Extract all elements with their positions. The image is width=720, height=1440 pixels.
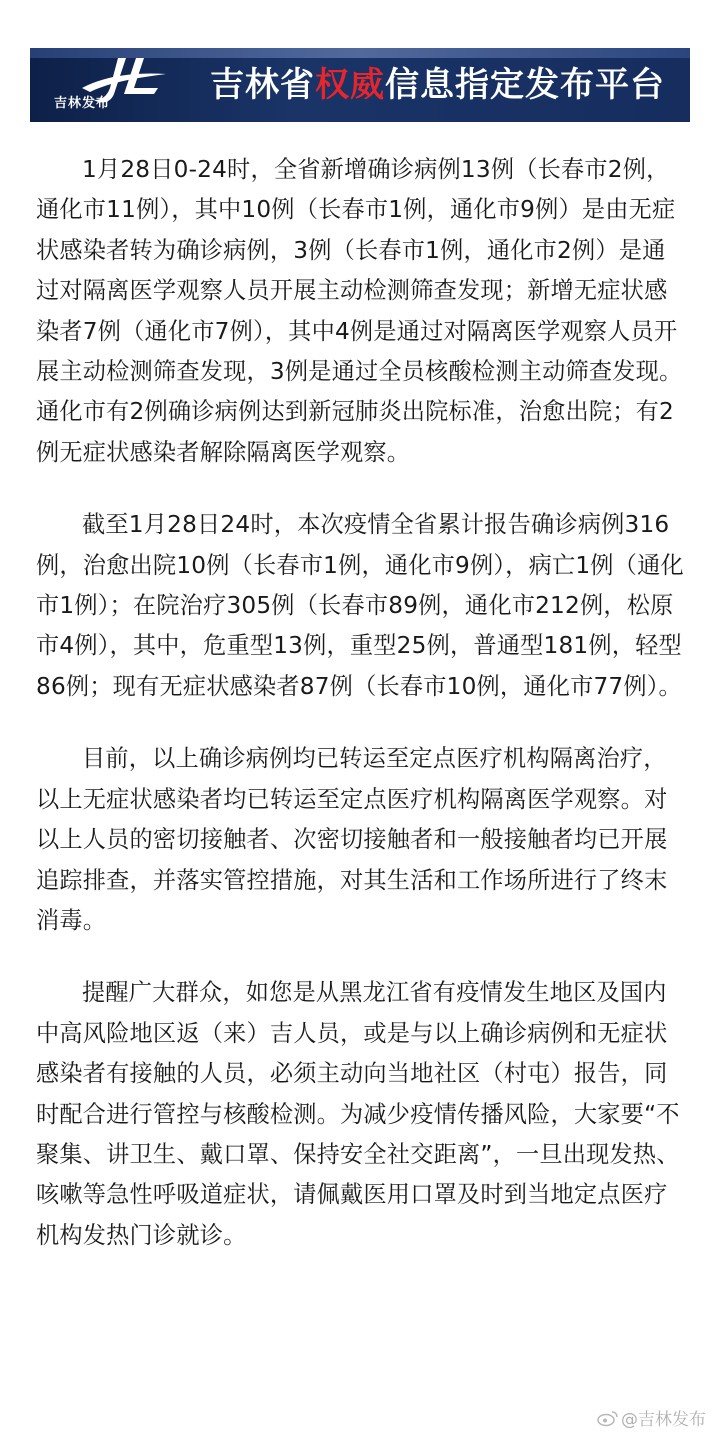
banner-title-prefix: 吉林省 xyxy=(210,65,315,105)
banner-title-suffix: 信息指定发布平台 xyxy=(385,65,665,105)
banner-title xyxy=(210,65,665,105)
weibo-icon xyxy=(597,1409,619,1427)
weibo-watermark xyxy=(597,1405,706,1430)
watermark-text: @吉林发布 xyxy=(621,1410,706,1430)
paragraph-new-cases: 1月28日0-24时，全省新增确诊病例13例（长春市2例，通化市11例），其中10例（长春市1例，通化市9例）是由无症状感染者转为确诊病例，3例（长春市1例，通化市2例）是通过对隔离医学观察人员开展主动检测筛查发现；新增无症状感染者7例（通化市7例），其中4例是通过对隔离医学观察人员开展主动检测筛查发现，3例是通过全员核酸检测主动筛查发现。通化市有2例确诊病例达到新冠肺炎出院标准，治愈出院；有2例无症状感染者解除隔离医学观察。 xyxy=(36,156,683,466)
logo-text: 吉林发布 xyxy=(53,96,110,111)
paragraph-cumulative: 截至1月28日24时，本次疫情全省累计报告确诊病例316例，治愈出院10例（长春市1例，通化市9例），病亡1例（通化市1例）；在院治疗305例（长春市89例，通化市212例，松原市4例），其中，危重型13例，重型25例，普通型181例，轻型86例；现有无症状感染者87例（长春市10例，通化市77例）。 xyxy=(36,511,684,700)
paragraph-reminder: 提醒广大群众，如您是从黑龙江省有疫情发生地区及国内中高风险地区返（来）吉人员，或是与以上确诊病例和无症状感染者有接触的人员，必须主动向当地社区（村屯）报告，同时配合进行管控与核酸检测。为减少疫情传播风险，大家要“不聚集、讲卫生、戴口罩、保持安全社交距离”，一旦出现发热、咳嗽等急性呼吸道症状，请佩戴医用口罩及时到当地定点医疗机构发热门诊就诊。 xyxy=(36,979,680,1249)
banner-title-highlight: 权威 xyxy=(315,65,385,105)
header-banner xyxy=(30,48,690,122)
paragraph-transfer: 目前，以上确诊病例均已转运至定点医疗机构隔离治疗，以上无症状感染者均已转运至定点医疗机构隔离医学观察。对以上人员的密切接触者、次密切接触者和一般接触者均已开展追踪排查，并落实管控措施，对其生活和工作场所进行了终末消毒。 xyxy=(36,745,668,934)
article-body xyxy=(36,150,688,1256)
